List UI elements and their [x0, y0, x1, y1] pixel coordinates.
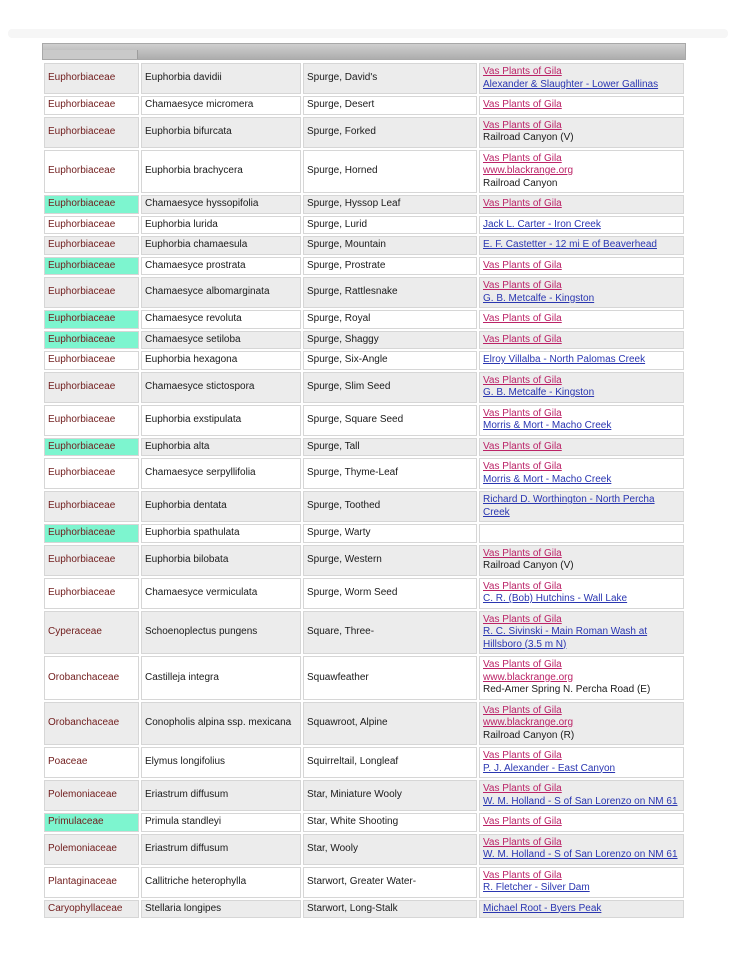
- sources-cell: [479, 96, 684, 115]
- source-link[interactable]: Vas Plants of Gila: [483, 198, 562, 209]
- common-name-cell: Spurge, Desert: [303, 96, 477, 115]
- source-link[interactable]: R. C. Sivinski - Main Roman Wash at Hillsboro (3.5 m N): [483, 626, 648, 650]
- scientific-name-cell: Chamaesyce vermiculata: [141, 578, 301, 609]
- source-link[interactable]: R. Fletcher - Silver Dam: [483, 882, 590, 893]
- scientific-name-cell: Castilleja integra: [141, 656, 301, 700]
- sources-cell: [479, 545, 684, 576]
- source-link[interactable]: Vas Plants of Gila: [483, 704, 562, 716]
- source-link[interactable]: G. B. Metcalfe - Kingston: [483, 387, 595, 398]
- scientific-name-cell: Euphorbia bifurcata: [141, 117, 301, 148]
- table-row: [44, 900, 684, 919]
- table-row: [44, 867, 684, 898]
- family-cell: Euphorbiaceae: [44, 150, 139, 194]
- family-cell: Euphorbiaceae: [44, 195, 139, 214]
- family-cell: Euphorbiaceae: [44, 491, 139, 522]
- family-cell: Euphorbiaceae: [44, 117, 139, 148]
- source-link[interactable]: W. M. Holland - S of San Lorenzo on NM 61: [483, 795, 678, 807]
- top-divider: [8, 29, 728, 38]
- common-name-cell: Spurge, Six-Angle: [303, 351, 477, 370]
- table-row: [44, 747, 684, 778]
- source-link[interactable]: Vas Plants of Gila: [483, 613, 562, 625]
- source-link[interactable]: Vas Plants of Gila: [483, 259, 562, 271]
- source-link[interactable]: P. J. Alexander - East Canyon: [483, 762, 616, 774]
- family-cell: Euphorbiaceae: [44, 458, 139, 489]
- table-row: [44, 524, 684, 543]
- table-row: [44, 702, 684, 746]
- scientific-name-cell: Chamaesyce prostrata: [141, 257, 301, 276]
- family-cell: Euphorbiaceae: [44, 405, 139, 436]
- sources-cell: [479, 150, 684, 194]
- sources-cell: [479, 63, 684, 94]
- family-cell: Polemoniaceae: [44, 780, 139, 811]
- family-cell: Orobanchaceae: [44, 656, 139, 700]
- source-link[interactable]: Michael Root - Byers Peak: [483, 902, 602, 914]
- sources-cell: [479, 331, 684, 350]
- source-note: Railroad Canyon: [483, 177, 558, 189]
- table-row: [44, 310, 684, 329]
- source-link[interactable]: Vas Plants of Gila: [483, 783, 562, 794]
- source-link[interactable]: Vas Plants of Gila: [483, 547, 562, 559]
- source-link[interactable]: Vas Plants of Gila: [483, 119, 562, 131]
- source-link[interactable]: Elroy Villalba - North Palomas Creek: [483, 354, 646, 365]
- scientific-name-cell: Euphorbia dentata: [141, 491, 301, 522]
- scientific-name-cell: Elymus longifolius: [141, 747, 301, 778]
- source-link[interactable]: Vas Plants of Gila: [483, 333, 562, 345]
- source-link[interactable]: G. B. Metcalfe - Kingston: [483, 292, 595, 304]
- common-name-cell: Square, Three-: [303, 611, 477, 655]
- scientific-name-cell: Chamaesyce revoluta: [141, 310, 301, 329]
- source-link[interactable]: Vas Plants of Gila: [483, 580, 562, 592]
- source-link[interactable]: Vas Plants of Gila: [483, 869, 562, 881]
- sources-cell: [479, 277, 684, 308]
- scientific-name-cell: Euphorbia lurida: [141, 216, 301, 235]
- scientific-name-cell: Primula standleyi: [141, 813, 301, 832]
- table-row: [44, 578, 684, 609]
- family-cell: Euphorbiaceae: [44, 331, 139, 350]
- source-link[interactable]: Vas Plants of Gila: [483, 152, 562, 164]
- source-note: Railroad Canyon (R): [483, 729, 575, 741]
- table-row: [44, 216, 684, 235]
- common-name-cell: Spurge, Worm Seed: [303, 578, 477, 609]
- source-link[interactable]: Jack L. Carter - Iron Creek: [483, 218, 601, 230]
- scientific-name-cell: Euphorbia hexagona: [141, 351, 301, 370]
- common-name-cell: Spurge, Tall: [303, 438, 477, 457]
- common-name-cell: Squawroot, Alpine: [303, 702, 477, 746]
- table-row: [44, 611, 684, 655]
- source-link[interactable]: C. R. (Bob) Hutchins - Wall Lake: [483, 593, 628, 604]
- sources-cell: [479, 780, 684, 811]
- table-row: [44, 331, 684, 350]
- sources-cell: [479, 834, 684, 865]
- scientific-name-cell: Euphorbia brachycera: [141, 150, 301, 194]
- table-row: [44, 438, 684, 457]
- source-link[interactable]: Vas Plants of Gila: [483, 66, 562, 77]
- sources-cell: [479, 372, 684, 403]
- family-cell: Poaceae: [44, 747, 139, 778]
- sources-cell: [479, 524, 684, 543]
- family-cell: Euphorbiaceae: [44, 351, 139, 370]
- source-link[interactable]: Vas Plants of Gila: [483, 280, 562, 291]
- table-row: [44, 236, 684, 255]
- table-row: [44, 117, 684, 148]
- source-link[interactable]: Vas Plants of Gila: [483, 659, 562, 670]
- common-name-cell: Spurge, Shaggy: [303, 331, 477, 350]
- scientific-name-cell: Eriastrum diffusum: [141, 834, 301, 865]
- scientific-name-cell: Conopholis alpina ssp. mexicana: [141, 702, 301, 746]
- sources-cell: [479, 117, 684, 148]
- common-name-cell: Spurge, Warty: [303, 524, 477, 543]
- scientific-name-cell: Chamaesyce stictospora: [141, 372, 301, 403]
- source-link[interactable]: W. M. Holland - S of San Lorenzo on NM 61: [483, 849, 678, 860]
- source-link[interactable]: Richard D. Worthington - North Percha Creek: [483, 494, 655, 518]
- sources-cell: [479, 405, 684, 436]
- plants-table-container: [42, 43, 686, 920]
- source-link[interactable]: Vas Plants of Gila: [483, 816, 562, 827]
- family-cell: Euphorbiaceae: [44, 257, 139, 276]
- common-name-cell: Star, White Shooting: [303, 813, 477, 832]
- sources-cell: [479, 611, 684, 655]
- source-link[interactable]: Vas Plants of Gila: [483, 461, 562, 472]
- table-row: [44, 63, 684, 94]
- source-link[interactable]: Morris & Mort - Macho Creek: [483, 420, 612, 431]
- scientific-name-cell: Euphorbia exstipulata: [141, 405, 301, 436]
- sources-cell: [479, 438, 684, 457]
- common-name-cell: Spurge, David's: [303, 63, 477, 94]
- common-name-cell: Squawfeather: [303, 656, 477, 700]
- common-name-cell: Spurge, Royal: [303, 310, 477, 329]
- family-cell: Euphorbiaceae: [44, 63, 139, 94]
- sources-cell: [479, 702, 684, 746]
- family-cell: Euphorbiaceae: [44, 310, 139, 329]
- source-link[interactable]: www.blackrange.org: [483, 671, 574, 683]
- family-cell: Euphorbiaceae: [44, 438, 139, 457]
- source-link[interactable]: Vas Plants of Gila: [483, 99, 562, 110]
- source-note: Railroad Canyon (V): [483, 132, 574, 143]
- scientific-name-cell: Euphorbia davidii: [141, 63, 301, 94]
- source-link[interactable]: Vas Plants of Gila: [483, 750, 562, 761]
- common-name-cell: Starwort, Greater Water-: [303, 867, 477, 898]
- table-row: [44, 545, 684, 576]
- common-name-cell: Spurge, Slim Seed: [303, 372, 477, 403]
- common-name-cell: Spurge, Forked: [303, 117, 477, 148]
- sources-cell: [479, 236, 684, 255]
- family-cell: Primulaceae: [44, 813, 139, 832]
- table-row: [44, 372, 684, 403]
- family-cell: Euphorbiaceae: [44, 578, 139, 609]
- common-name-cell: Squirreltail, Longleaf: [303, 747, 477, 778]
- family-cell: Orobanchaceae: [44, 702, 139, 746]
- source-note: Railroad Canyon (V): [483, 560, 574, 571]
- source-link[interactable]: E. F. Castetter - 12 mi E of Beaverhead: [483, 239, 657, 250]
- scientific-name-cell: Chamaesyce setiloba: [141, 331, 301, 350]
- common-name-cell: Spurge, Mountain: [303, 236, 477, 255]
- family-cell: Polemoniaceae: [44, 834, 139, 865]
- table-row: [44, 277, 684, 308]
- scientific-name-cell: Chamaesyce serpyllifolia: [141, 458, 301, 489]
- common-name-cell: Spurge, Prostrate: [303, 257, 477, 276]
- family-cell: Caryophyllaceae: [44, 900, 139, 919]
- sources-cell: [479, 216, 684, 235]
- table-row: [44, 257, 684, 276]
- family-cell: Euphorbiaceae: [44, 236, 139, 255]
- table-row: [44, 491, 684, 522]
- sources-cell: [479, 491, 684, 522]
- table-row: [44, 458, 684, 489]
- table-row: [44, 813, 684, 832]
- scientific-name-cell: Callitriche heterophylla: [141, 867, 301, 898]
- family-cell: Plantaginaceae: [44, 867, 139, 898]
- source-link[interactable]: Vas Plants of Gila: [483, 836, 562, 848]
- table-row: [44, 150, 684, 194]
- table-row: [44, 96, 684, 115]
- scientific-name-cell: Chamaesyce hyssopifolia: [141, 195, 301, 214]
- scientific-name-cell: Euphorbia chamaesula: [141, 236, 301, 255]
- common-name-cell: Spurge, Square Seed: [303, 405, 477, 436]
- common-name-cell: Spurge, Rattlesnake: [303, 277, 477, 308]
- table-row: [44, 351, 684, 370]
- source-link[interactable]: www.blackrange.org: [483, 165, 574, 176]
- source-link[interactable]: Morris & Mort - Macho Creek: [483, 473, 612, 485]
- table-row: [44, 195, 684, 214]
- horizontal-scrollbar[interactable]: [42, 43, 686, 60]
- common-name-cell: Spurge, Lurid: [303, 216, 477, 235]
- family-cell: Euphorbiaceae: [44, 524, 139, 543]
- sources-cell: [479, 351, 684, 370]
- source-link[interactable]: Vas Plants of Gila: [483, 313, 562, 324]
- scientific-name-cell: Chamaesyce micromera: [141, 96, 301, 115]
- sources-cell: [479, 257, 684, 276]
- common-name-cell: Spurge, Horned: [303, 150, 477, 194]
- sources-cell: [479, 578, 684, 609]
- family-cell: Euphorbiaceae: [44, 216, 139, 235]
- common-name-cell: Starwort, Long-Stalk: [303, 900, 477, 919]
- sources-cell: [479, 195, 684, 214]
- sources-cell: [479, 310, 684, 329]
- common-name-cell: Spurge, Toothed: [303, 491, 477, 522]
- scientific-name-cell: Eriastrum diffusum: [141, 780, 301, 811]
- family-cell: Cyperaceae: [44, 611, 139, 655]
- source-link[interactable]: Vas Plants of Gila: [483, 440, 562, 452]
- sources-cell: [479, 656, 684, 700]
- family-cell: Euphorbiaceae: [44, 96, 139, 115]
- table-row: [44, 780, 684, 811]
- source-link[interactable]: Vas Plants of Gila: [483, 407, 562, 419]
- common-name-cell: Spurge, Hyssop Leaf: [303, 195, 477, 214]
- family-cell: Euphorbiaceae: [44, 277, 139, 308]
- scientific-name-cell: Chamaesyce albomarginata: [141, 277, 301, 308]
- common-name-cell: Star, Wooly: [303, 834, 477, 865]
- source-link[interactable]: Alexander & Slaughter - Lower Gallinas: [483, 78, 659, 90]
- plants-table: [42, 61, 686, 920]
- scientific-name-cell: Euphorbia spathulata: [141, 524, 301, 543]
- table-row: [44, 405, 684, 436]
- family-cell: Euphorbiaceae: [44, 372, 139, 403]
- scientific-name-cell: Schoenoplectus pungens: [141, 611, 301, 655]
- sources-cell: [479, 813, 684, 832]
- scientific-name-cell: Euphorbia alta: [141, 438, 301, 457]
- source-link[interactable]: www.blackrange.org: [483, 717, 574, 728]
- sources-cell: [479, 458, 684, 489]
- sources-cell: [479, 900, 684, 919]
- common-name-cell: Spurge, Thyme-Leaf: [303, 458, 477, 489]
- table-row: [44, 656, 684, 700]
- source-note: Red-Amer Spring N. Percha Road (E): [483, 684, 651, 695]
- sources-cell: [479, 867, 684, 898]
- table-row: [44, 834, 684, 865]
- source-link[interactable]: Vas Plants of Gila: [483, 374, 562, 386]
- common-name-cell: Spurge, Western: [303, 545, 477, 576]
- common-name-cell: Star, Miniature Wooly: [303, 780, 477, 811]
- family-cell: Euphorbiaceae: [44, 545, 139, 576]
- sources-cell: [479, 747, 684, 778]
- scientific-name-cell: Stellaria longipes: [141, 900, 301, 919]
- scrollbar-thumb[interactable]: [43, 50, 138, 59]
- scientific-name-cell: Euphorbia bilobata: [141, 545, 301, 576]
